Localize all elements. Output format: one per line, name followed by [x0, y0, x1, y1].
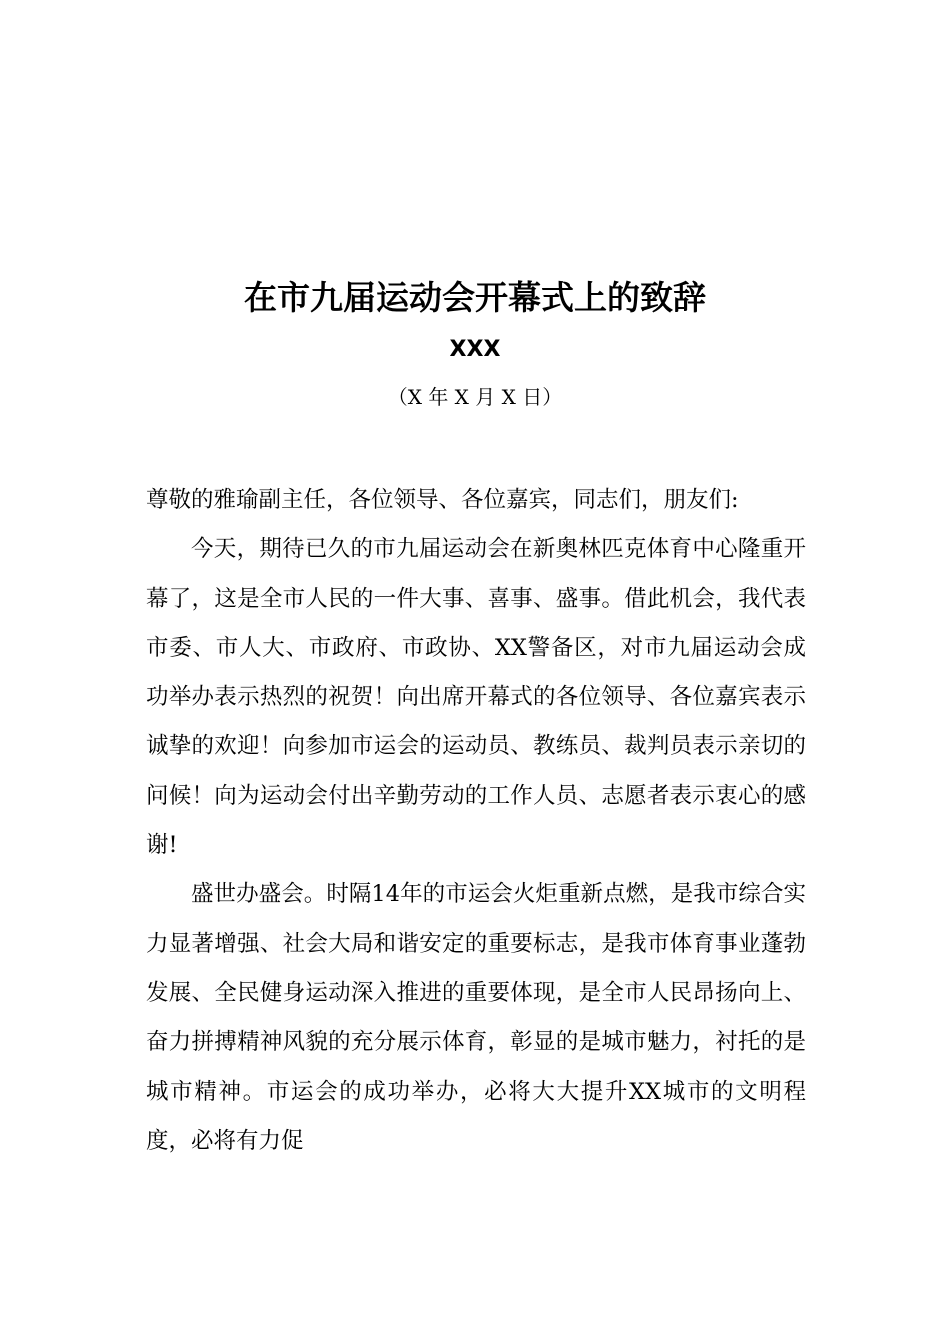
salutation-paragraph: 尊敬的雅瑜副主任，各位领导、各位嘉宾，同志们，朋友们: — [146, 487, 739, 513]
body-paragraph: 盛世办盛会。时隔14年的市运会火炬重新点燃，是我市综合实力显著增强、社会大局和谐安定的重要标志，是我市体育事业蓬勃发展、全民健身运动深入推进的重要体现，是全市人民昂扬向上、奋力拼搏精神风貌的充分展示体育，彰显的是城市魅力，衬托的是城市精神。市运会的成功举办，必将大大提升XX城市的文明程度，必将有力促 — [146, 881, 806, 1154]
document-title: 在市九届运动会开幕式上的致辞 — [244, 278, 706, 317]
document-body — [146, 476, 806, 1166]
body-paragraph: 今天，期待已久的市九届运动会在新奥林匹克体育中心隆重开幕了，这是全市人民的一件大事、喜事、盛事。借此机会，我代表市委、市人大、市政府、市政协、XX警备区，对市九届运动会成功举办表示热烈的祝贺！向出席开幕式的各位领导、各位嘉宾表示诚挚的欢迎！向参加市运会的运动员、教练员、裁判员表示亲切的问候！向为运动会付出辛勤劳动的工作人员、志愿者表示衷心的感谢! — [146, 536, 806, 859]
document-date: （X 年 X 月 X 日） — [387, 385, 563, 409]
document-author: XXX — [449, 337, 501, 362]
